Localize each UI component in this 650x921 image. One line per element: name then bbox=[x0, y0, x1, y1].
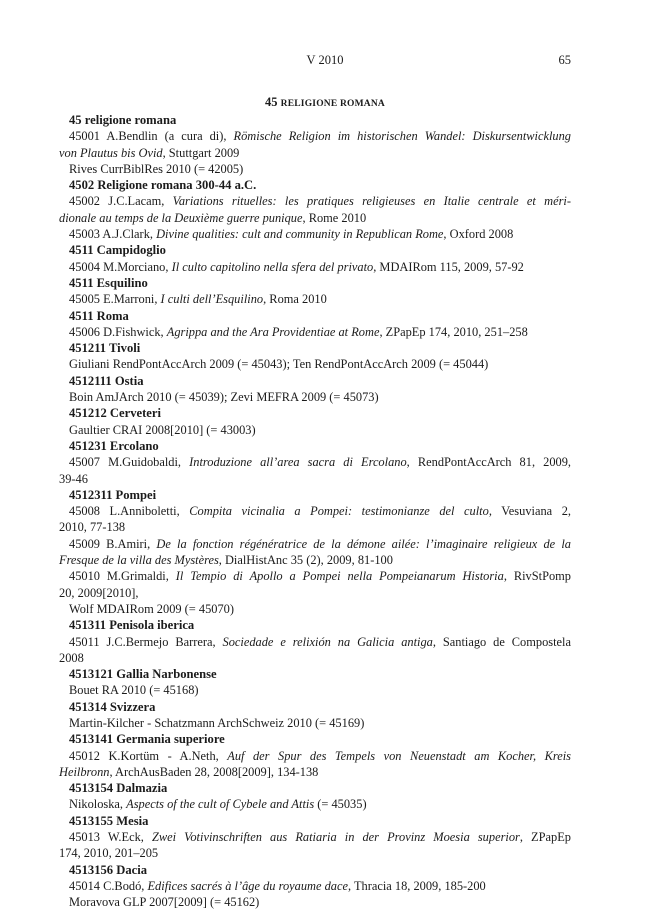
subsection-heading bbox=[59, 487, 571, 503]
work-title: Edifices sacrés à l’âge du royaume dace bbox=[147, 878, 348, 893]
line-text: , Santiago de Compostela bbox=[432, 634, 571, 649]
line-text: 45 religione romana bbox=[69, 113, 177, 127]
line-text: , Thracia 18, 2009, 185-200 bbox=[347, 878, 486, 893]
subsection-heading bbox=[59, 340, 571, 356]
line-text: 45007 M.Guidobaldi, bbox=[69, 455, 190, 470]
line-text: , Roma 2010 bbox=[263, 292, 327, 307]
section-heading bbox=[0, 95, 650, 110]
bibliography-line bbox=[59, 356, 571, 372]
line-text: 451231 Ercolano bbox=[69, 438, 159, 453]
bibliography-line bbox=[59, 471, 571, 487]
line-text: 45004 M.Morciano, bbox=[69, 259, 172, 274]
line-text: 451212 Cerveteri bbox=[69, 406, 161, 421]
bibliography-line bbox=[59, 145, 571, 161]
bibliography-line bbox=[59, 128, 571, 144]
bibliography-line bbox=[59, 324, 571, 340]
subsection-heading bbox=[59, 813, 571, 829]
bibliography-line bbox=[59, 829, 571, 845]
line-text: Nikoloska, bbox=[69, 797, 127, 812]
work-title: Heilbronn bbox=[59, 764, 110, 779]
bibliography-line bbox=[59, 259, 571, 275]
bibliography-line bbox=[59, 454, 571, 470]
line-text: Martin-Kilcher - Schatzmann ArchSchweiz 2010 (= 45169) bbox=[69, 715, 365, 730]
line-text: , DialHistAnc 35 (2), 2009, 81-100 bbox=[218, 553, 393, 568]
line-text: 451314 Svizzera bbox=[69, 699, 156, 714]
line-text: Boin AmJArch 2010 (= 45039); Zevi MEFRA 2009 (= 45073) bbox=[69, 390, 379, 405]
work-title: Agrippa and the Ara Providentiae at Rome bbox=[166, 324, 380, 339]
line-text: 4513154 Dalmazia bbox=[69, 781, 168, 796]
line-text: 45006 D.Fishwick, bbox=[69, 324, 167, 339]
line-text: 45009 B.Amiri, bbox=[69, 536, 157, 551]
bibliography-line bbox=[59, 894, 571, 910]
line-text: 45010 M.Grimaldi, bbox=[69, 569, 176, 584]
bibliography-line bbox=[59, 748, 571, 764]
line-text: , MDAIRom 115, 2009, 57-92 bbox=[373, 259, 524, 274]
line-text: Gaultier CRAI 2008[2010] (= 43003) bbox=[69, 422, 256, 437]
bibliography-line bbox=[59, 585, 571, 601]
bibliography-line bbox=[59, 536, 571, 552]
bibliography-line bbox=[59, 845, 571, 861]
subsection-heading bbox=[59, 666, 571, 682]
bibliography-line bbox=[59, 193, 571, 209]
line-text: 4512311 Pompei bbox=[69, 487, 157, 502]
line-text: 2008 bbox=[59, 650, 84, 665]
bibliography-line bbox=[59, 503, 571, 519]
line-text: , Stuttgart 2009 bbox=[162, 145, 240, 160]
line-text: 4513155 Mesia bbox=[69, 813, 149, 828]
work-title: Introduzione all’area sacra di Ercolano bbox=[189, 455, 407, 470]
work-title: I culti dell’Esquilino bbox=[160, 292, 264, 307]
subsection-heading bbox=[59, 275, 571, 291]
running-head bbox=[0, 53, 650, 69]
line-text: 4511 Esquilino bbox=[69, 275, 148, 290]
bibliography-line bbox=[59, 552, 571, 568]
line-text: 4511 Roma bbox=[69, 308, 129, 323]
subsection-heading bbox=[59, 731, 571, 747]
subsection-heading bbox=[59, 308, 571, 324]
bibliography-line bbox=[59, 210, 571, 226]
bibliography-line bbox=[59, 389, 571, 405]
line-text: 45013 W.Eck, bbox=[69, 830, 152, 845]
bibliography-body bbox=[59, 112, 571, 911]
subsection-heading bbox=[59, 177, 571, 193]
line-text: , Oxford 2008 bbox=[443, 227, 514, 242]
subsection-heading bbox=[59, 373, 571, 389]
section-number: 45 bbox=[265, 95, 278, 109]
line-text: 451211 Tivoli bbox=[69, 341, 141, 356]
subsection-heading bbox=[59, 862, 571, 878]
line-text: Moravova GLP 2007[2009] (= 45162) bbox=[69, 895, 260, 910]
line-text: 2010, 77-138 bbox=[59, 520, 126, 535]
bibliography-line bbox=[59, 796, 571, 812]
work-title: von Plautus bis Ovid bbox=[59, 145, 163, 160]
line-text: , RivStPomp bbox=[503, 569, 571, 584]
bibliography-line bbox=[59, 764, 571, 780]
work-title: Aspects of the cult of Cybele and Attis bbox=[126, 797, 315, 812]
line-text: 4513121 Gallia Narbonense bbox=[69, 667, 217, 682]
line-text: , ZPapEp bbox=[519, 830, 571, 845]
subsection-heading bbox=[59, 405, 571, 421]
work-title: Fresque de la villa des Mystères bbox=[59, 553, 219, 568]
line-text: , ZPapEp 174, 2010, 251–258 bbox=[379, 324, 528, 339]
subsection-heading bbox=[59, 242, 571, 258]
line-text: 45003 A.J.Clark, bbox=[69, 227, 157, 242]
line-text: 45005 E.Marroni, bbox=[69, 292, 161, 307]
bibliography-line bbox=[59, 634, 571, 650]
work-title: dionale au temps de la Deuxième guerre punique bbox=[59, 210, 303, 225]
running-head-title: V 2010 bbox=[306, 53, 344, 67]
work-title: Variations rituelles: les pratiques religieuses en Italie centrale et méri- bbox=[172, 194, 571, 209]
line-text: 4513156 Dacia bbox=[69, 862, 148, 877]
work-title: Zwei Votivinschriften aus Ratiaria in der Provinz Moesia superior bbox=[151, 830, 520, 845]
bibliography-line bbox=[59, 422, 571, 438]
work-title: Römische Religion im historischen Wandel: Diskursentwicklung bbox=[233, 129, 571, 144]
work-title: Il culto capitolino nella sfera del privato bbox=[171, 259, 374, 274]
line-text: 39-46 bbox=[59, 471, 88, 486]
line-text: 45012 K.Kortüm - A.Neth, bbox=[69, 748, 228, 763]
line-text: 4511 Campidoglio bbox=[69, 243, 166, 258]
subsection-heading bbox=[59, 780, 571, 796]
line-text: Wolf MDAIRom 2009 (= 45070) bbox=[69, 601, 234, 616]
subsection-heading bbox=[59, 617, 571, 633]
line-text: 45008 L.Anniboletti, bbox=[69, 504, 190, 519]
line-text: , Rome 2010 bbox=[302, 210, 367, 225]
page-number: 65 bbox=[558, 53, 571, 67]
line-text: 45014 C.Bodó, bbox=[69, 878, 148, 893]
bibliography-line bbox=[59, 878, 571, 894]
bibliography-line bbox=[59, 601, 571, 617]
line-text: , ArchAusBaden 28, 2008[2009], 134-138 bbox=[109, 764, 319, 779]
line-text: Bouet RA 2010 (= 45168) bbox=[69, 683, 199, 698]
bibliography-line bbox=[59, 715, 571, 731]
work-title: De la fonction régénératrice de la démone ailée: l’imaginaire religieux de la bbox=[156, 536, 571, 551]
line-text: 174, 2010, 201–205 bbox=[59, 846, 159, 861]
line-text: 4502 Religione romana 300-44 a.C. bbox=[69, 178, 257, 193]
bibliography-line bbox=[59, 161, 571, 177]
subsection-heading bbox=[59, 699, 571, 715]
line-text: , RendPontAccArch 81, 2009, bbox=[406, 455, 571, 470]
line-text: 45002 J.C.Lacam, bbox=[69, 194, 173, 209]
bibliography-line bbox=[59, 226, 571, 242]
line-text: 20, 2009[2010], bbox=[59, 585, 139, 600]
bibliography-line bbox=[59, 519, 571, 535]
line-text: Rives CurrBiblRes 2010 (= 42005) bbox=[69, 161, 244, 176]
bibliography-line bbox=[59, 568, 571, 584]
bibliography-line bbox=[59, 682, 571, 698]
work-title: Auf der Spur des Tempels von Neuenstadt am Kocher, Kreis bbox=[227, 748, 571, 763]
section-title-text: RELIGIONE ROMANA bbox=[280, 99, 385, 109]
bibliography-line bbox=[59, 291, 571, 307]
line-text: , Vesuviana 2, bbox=[488, 504, 571, 519]
line-text: Giuliani RendPontAccArch 2009 (= 45043); Ten RendPontAccArch 2009 (= 45044) bbox=[69, 357, 489, 372]
work-title: Compita vicinalia a Pompei: testimonianze del culto bbox=[189, 504, 489, 519]
subsection-heading bbox=[59, 438, 571, 454]
bibliography-line bbox=[59, 650, 571, 666]
work-title: Il Tempio di Apollo a Pompei nella Pompeianarum Historia bbox=[175, 569, 504, 584]
work-title: Divine qualities: cult and community in Republican Rome bbox=[156, 227, 444, 242]
line-text: (= 45035) bbox=[314, 797, 367, 812]
line-text: 45011 J.C.Bermejo Barrera, bbox=[69, 634, 223, 649]
line-text: 4512111 Ostia bbox=[69, 373, 144, 388]
line-text: 451311 Penisola iberica bbox=[69, 618, 195, 633]
subsection-heading bbox=[59, 112, 571, 128]
line-text: 4513141 Germania superiore bbox=[69, 732, 225, 747]
work-title: Sociedade e relixión na Galicia antiga bbox=[222, 634, 433, 649]
line-text: 45001 A.Bendlin (a cura di), bbox=[69, 129, 234, 144]
